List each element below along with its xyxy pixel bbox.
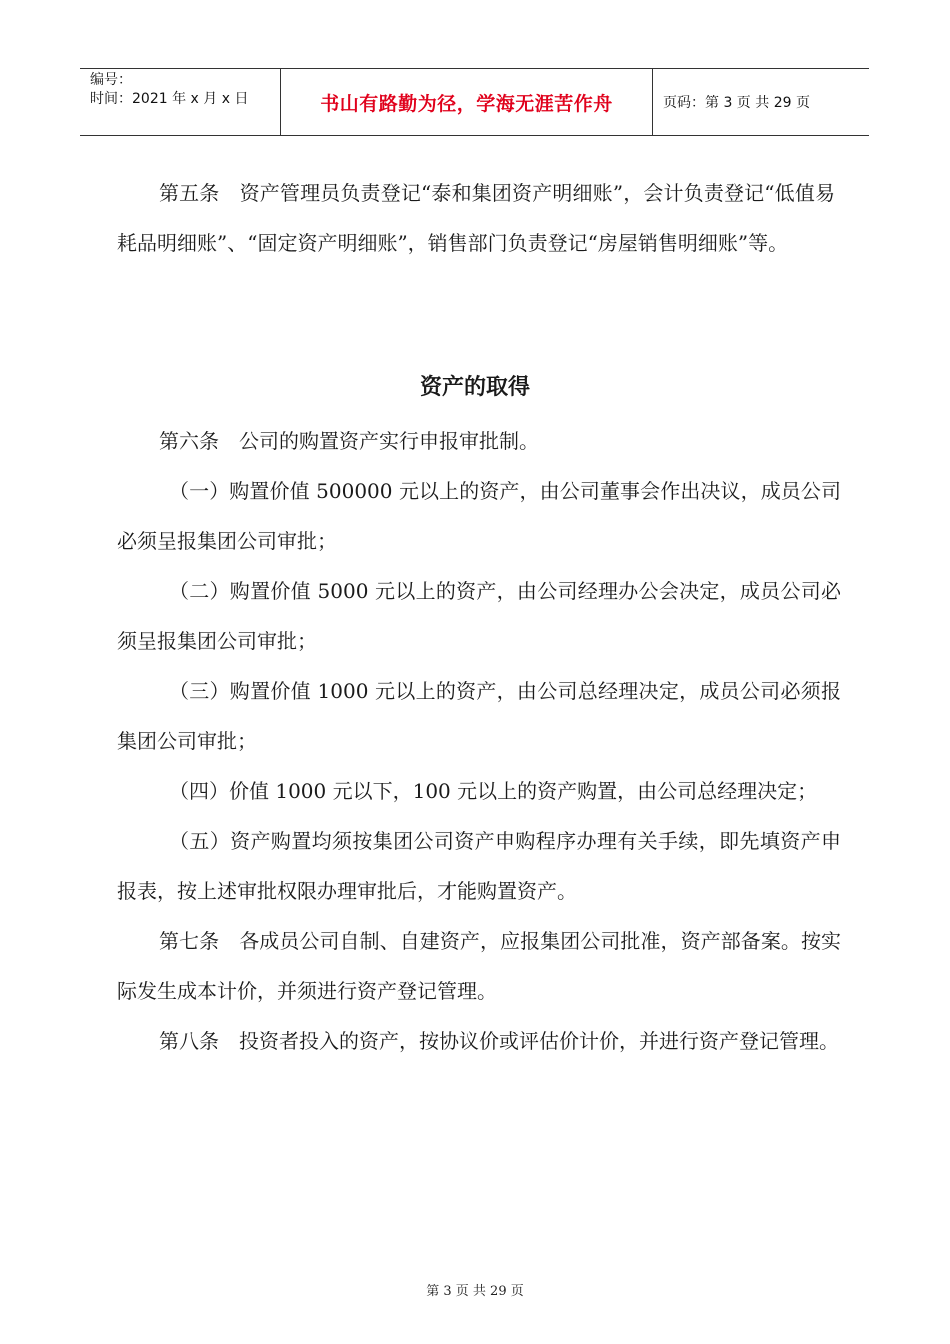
- section-title: 资产的取得: [419, 375, 530, 400]
- article-6-item-2: （二）购置价值 5000 元以上的资产，由公司经理办公会决定，成员公司必须呈报集团公司审批；: [117, 579, 841, 653]
- article-6-item-5: （五）资产购置均须按集团公司资产申购程序办理有关手续，即先填资产申报表，按上述审批权限办理审批后，才能购置资产。: [117, 829, 841, 903]
- header-meta-cell: [80, 69, 281, 135]
- document-header: [80, 68, 869, 136]
- header-page-info: 页码：第 3 页 共 29 页: [663, 95, 810, 111]
- document-time-label: 时间：2021 年 x 月 x 日: [90, 91, 249, 107]
- article-6-item-3: （三）购置价值 1000 元以上的资产，由公司总经理决定，成员公司必须报集团公司审批；: [117, 679, 841, 753]
- article-8: 第八条 投资者投入的资产，按协议价或评估价计价，并进行资产登记管理。: [159, 1029, 839, 1053]
- section-asset-acquisition: [117, 416, 841, 1066]
- document-number-label: 编号：: [90, 72, 132, 88]
- article-7: 第七条 各成员公司自制、自建资产，应报集团公司批准，资产部备案。按实际发生成本计价，并须进行资产登记管理。: [117, 929, 841, 1003]
- page-footer: 第 3 页 共 29 页: [426, 1284, 524, 1299]
- article-5: 第五条 资产管理员负责登记“泰和集团资产明细账”，会计负责登记“低值易耗品明细账”、“固定资产明细账”，销售部门负责登记“房屋销售明细账”等。: [117, 181, 835, 255]
- section-asset-registration: [117, 168, 835, 268]
- article-6: 第六条 公司的购置资产实行申报审批制。: [159, 429, 539, 453]
- article-6-item-4: （四）价值 1000 元以下，100 元以上的资产购置，由公司总经理决定；: [169, 779, 818, 803]
- header-motto: 书山有路勤为径，学海无涯苦作舟: [281, 69, 653, 135]
- article-6-item-1: （一）购置价值 500000 元以上的资产，由公司董事会作出决议，成员公司必须呈报集团公司审批；: [117, 479, 841, 553]
